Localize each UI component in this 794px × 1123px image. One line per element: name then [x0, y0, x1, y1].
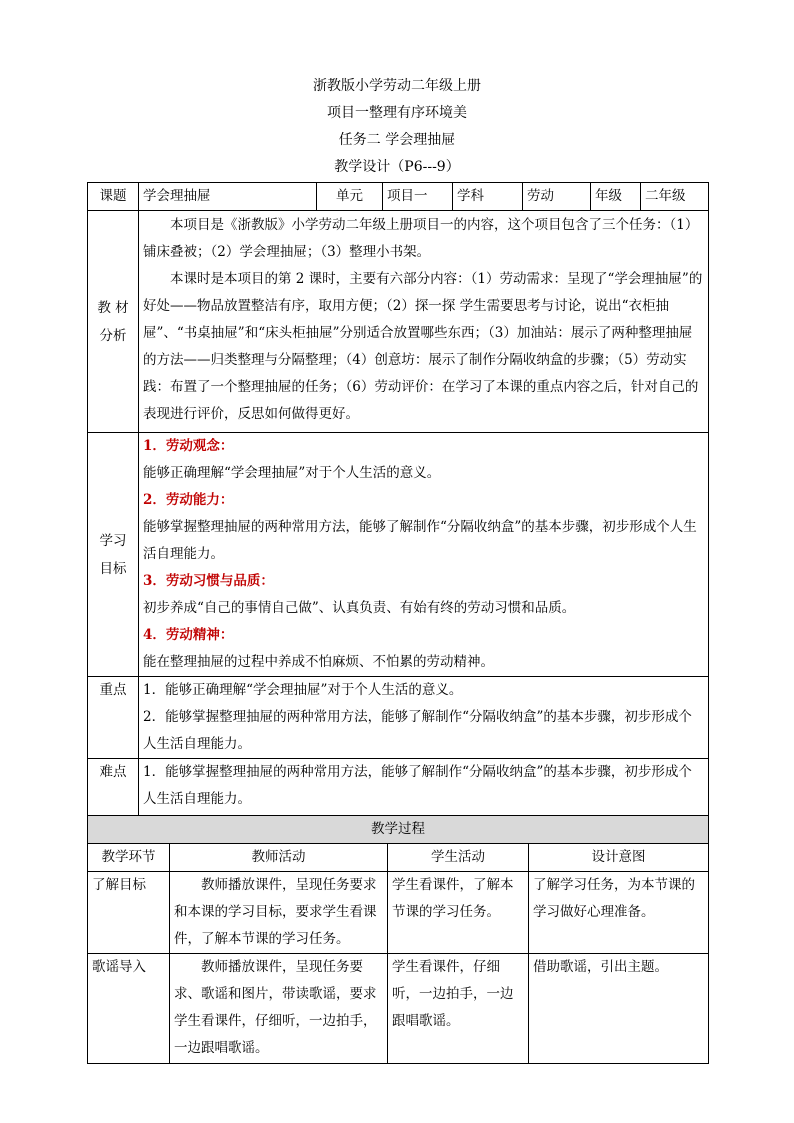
goal-heading-ability: 2．劳动能力： — [143, 492, 234, 508]
goal-heading-habit: 3．劳动习惯与品质： — [143, 573, 274, 589]
topic-value: 学会理抽屉 — [139, 183, 317, 211]
analysis-label — [88, 211, 139, 433]
goal-text-concept: 能够正确理解“学会理抽屉”对于个人生活的意义。 — [143, 465, 441, 481]
column-header-teacher: 教师活动 — [170, 844, 388, 872]
info-row — [88, 183, 709, 211]
column-header-student: 学生活动 — [388, 844, 529, 872]
doc-header-design: 教学设计（P6---9） — [334, 159, 460, 175]
topic-label: 课题 — [88, 183, 139, 211]
subject-label: 学科 — [453, 183, 523, 211]
grade-label: 年级 — [591, 183, 641, 211]
table-row — [88, 954, 709, 1064]
key-point-1: 1．能够正确理解“学会理抽屉”对于个人生活的意义。 — [143, 682, 463, 698]
lesson-info-table — [87, 182, 709, 816]
grade-value: 二年级 — [641, 183, 709, 211]
goal-text-habit: 初步养成“自己的事情自己做”、认真负责、有始有终的劳动习惯和品质。 — [143, 600, 576, 616]
difficulties-content — [139, 759, 709, 816]
goal-heading-concept: 1．劳动观念： — [143, 438, 234, 454]
doc-header-textbook: 浙教版小学劳动二年级上册 — [313, 78, 481, 94]
analysis-row — [88, 211, 709, 433]
goals-label — [88, 433, 139, 677]
column-header-intent: 设计意图 — [529, 844, 709, 872]
table-row — [88, 872, 709, 954]
goals-row — [88, 433, 709, 677]
key-point-2: 2．能够掌握整理抽屉的两种常用方法，能够了解制作“分隔收纳盒”的基本步骤，初步形成个人生活自理能力。 — [143, 709, 692, 752]
column-header-stage: 教学环节 — [88, 844, 170, 872]
student-activity-cell: 学生看课件，了解本节课的学习任务。 — [388, 872, 529, 954]
process-header-row — [88, 844, 709, 872]
unit-label: 单元 — [317, 183, 383, 211]
goal-heading-spirit: 4．劳动精神： — [143, 627, 234, 643]
doc-header-project: 项目一整理有序环境美 — [327, 105, 467, 121]
analysis-paragraph-2: 本课时是本项目的第 2 课时，主要有六部分内容：（1）劳动需求：呈现了“学会理抽屉”的好处——物品放置整洁有序，取用方便；（2）探一探 学生需要思考与讨论，说出“衣柜抽屉”、“书桌抽屉”和“床头柜抽屉”分别适合放置哪些东西；（3）加油站：展示了两种整理抽屉的方法——归类整理与分隔整理；（4）创意坊：展示了制作分隔收纳盒的步骤；（5）劳动实践：布置了一个整理抽屉的任务；（6）劳动评价：在学习了本课的重点内容之后，针对自己的表现进行评价，反思如何做得更好。 — [143, 271, 703, 422]
teacher-activity-cell: 教师播放课件，呈现任务要求和本课的学习目标，要求学生看课件，了解本节课的学习任务。 — [170, 872, 388, 954]
student-activity-cell: 学生看课件，仔细听，一边拍手，一边跟唱歌谣。 — [388, 954, 529, 1064]
analysis-paragraph-1: 本项目是《浙教版》小学劳动二年级上册项目一的内容，这个项目包含了三个任务：（1）铺床叠被；（2）学会理抽屉；（3）整理小书架。 — [143, 217, 699, 260]
stage-cell: 了解目标 — [88, 872, 170, 954]
key-points-label: 重点 — [88, 677, 139, 759]
difficulties-label: 难点 — [88, 759, 139, 816]
design-intent-cell: 借助歌谣，引出主题。 — [529, 954, 709, 1064]
key-points-content — [139, 677, 709, 759]
subject-value: 劳动 — [523, 183, 591, 211]
goal-text-ability: 能够掌握整理抽屉的两种常用方法，能够了解制作“分隔收纳盒”的基本步骤，初步形成个人生活自理能力。 — [143, 519, 697, 562]
goals-label-line2: 目标 — [99, 560, 127, 577]
analysis-label-line2: 分析 — [99, 327, 127, 344]
goals-label-line1: 学习 — [99, 532, 127, 549]
key-points-row — [88, 677, 709, 759]
goal-text-spirit: 能在整理抽屉的过程中养成不怕麻烦、不怕累的劳动精神。 — [143, 654, 494, 670]
process-title: 教学过程 — [88, 816, 709, 844]
goals-content — [139, 433, 709, 677]
teaching-process-table — [87, 815, 709, 1064]
process-title-row — [88, 816, 709, 844]
difficulty-1: 1．能够掌握整理抽屉的两种常用方法，能够了解制作“分隔收纳盒”的基本步骤，初步形成个人生活自理能力。 — [143, 764, 692, 807]
teacher-activity-cell: 教师播放课件，呈现任务要求、歌谣和图片，带读歌谣，要求学生看课件，仔细听，一边拍手，一边跟唱歌谣。 — [170, 954, 388, 1064]
stage-cell: 歌谣导入 — [88, 954, 170, 1064]
difficulties-row — [88, 759, 709, 816]
doc-header-task: 任务二 学会理抽屉 — [338, 132, 456, 148]
design-intent-cell: 了解学习任务，为本节课的学习做好心理准备。 — [529, 872, 709, 954]
unit-value: 项目一 — [383, 183, 453, 211]
analysis-content — [139, 211, 709, 433]
analysis-label-line1: 教 材 — [97, 299, 129, 316]
